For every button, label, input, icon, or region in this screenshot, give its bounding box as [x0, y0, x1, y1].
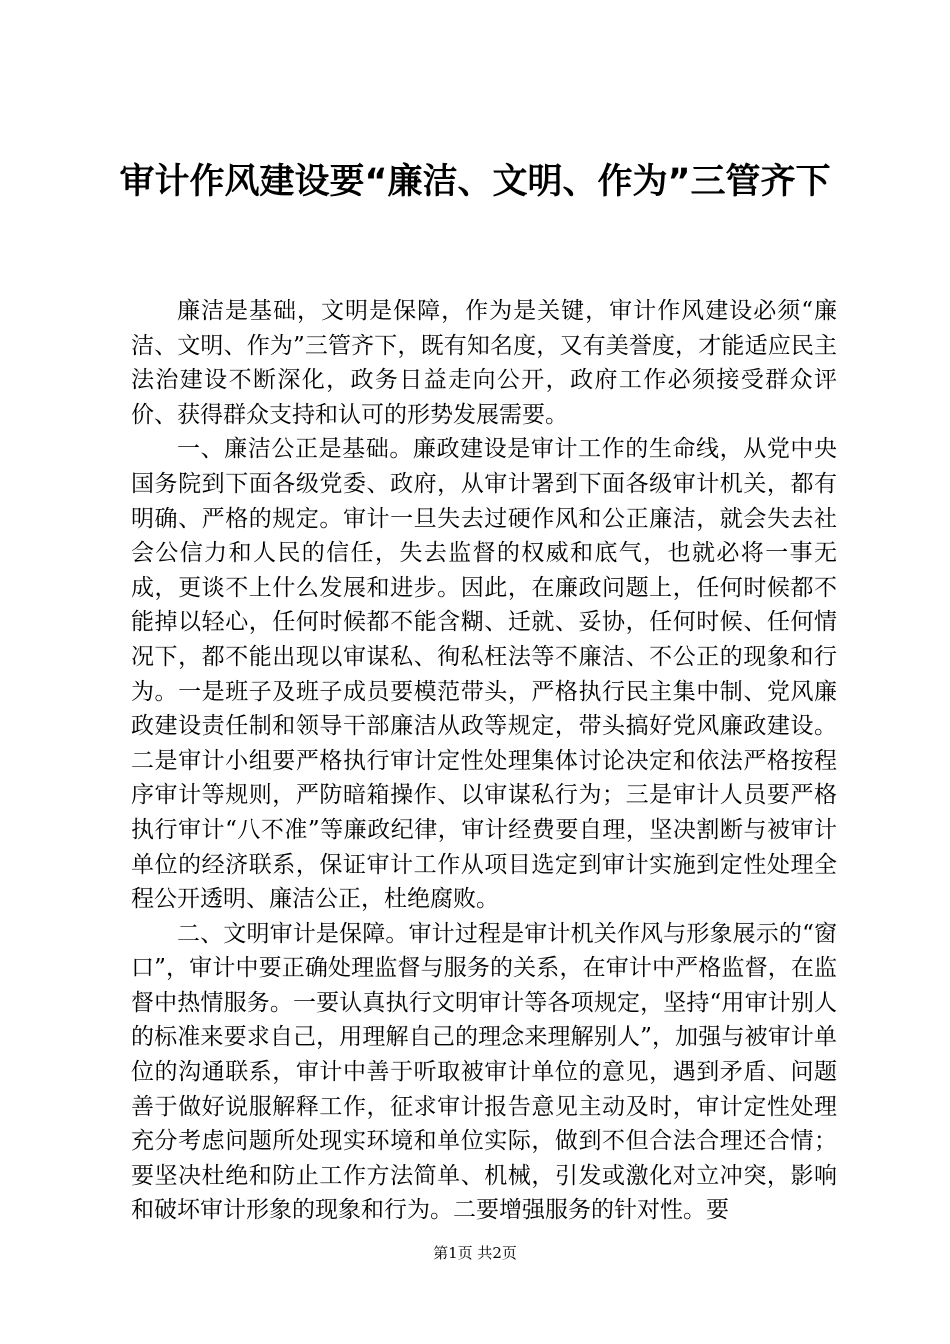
paragraph-section-two: 二、文明审计是保障。审计过程是审计机关作风与形象展示的“窗口”，审计中要正确处理监督与服务的关系，在审计中严格监督，在监督中热情服务。一要认真执行文明审计等各项规定，坚持“用审计别人的标准来要求自己，用理解自己的理念来理解别人”，加强与被审计单位的沟通联系，审计中善于听取被审计单位的意见，遇到矛盾、问题善于做好说服解释工作，征求审计报告意见主动及时，审计定性处理充分考虑问题所处现实环境和单位实际，做到不但合法合理还合情；要坚决杜绝和防止工作方法简单、机械，引发或激化对立冲突，影响和破坏审计形象的现象和行为。二要增强服务的针对性。要 [131, 920, 837, 1224]
paragraph-intro: 廉洁是基础，文明是保障，作为是关键，审计作风建设必须“廉洁、文明、作为”三管齐下，既有知名度，又有美誉度，才能适应民主法治建设不断深化，政务日益走向公开，政府工作必须接受群众评价、获得群众支持和认可的形势发展需要。 [131, 298, 837, 428]
document-title: 审计作风建设要“廉洁、文明、作为”三管齐下 [119, 162, 831, 202]
paragraph-section-one: 一、廉洁公正是基础。廉政建设是审计工作的生命线，从党中央国务院到下面各级党委、政府，从审计署到下面各级审计机关，都有明确、严格的规定。审计一旦失去过硬作风和公正廉洁，就会失去社会公信力和人民的信任，失去监督的权威和底气，也就必将一事无成，更谈不上什么发展和进步。因此，在廉政问题上，任何时候都不能掉以轻心，任何时候都不能含糊、迁就、妥协，任何时候、任何情况下，都不能出现以审谋私、徇私枉法等不廉洁、不公正的现象和行为。一是班子及班子成员要模范带头，严格执行民主集中制、党风廉政建设责任制和领导干部廉洁从政等规定，带头搞好党风廉政建设。二是审计小组要严格执行审计定性处理集体讨论决定和依法严格按程序审计等规则，严防暗箱操作、以审谋私行为；三是审计人员要严格执行审计“八不准”等廉政纪律，审计经费要自理，坚决割断与被审计单位的经济联系，保证审计工作从项目选定到审计实施到定性处理全程公开透明、廉洁公正，杜绝腐败。 [131, 436, 837, 913]
page-footer: 第1页 共2页 [433, 1244, 517, 1262]
document-body [131, 294, 837, 1228]
